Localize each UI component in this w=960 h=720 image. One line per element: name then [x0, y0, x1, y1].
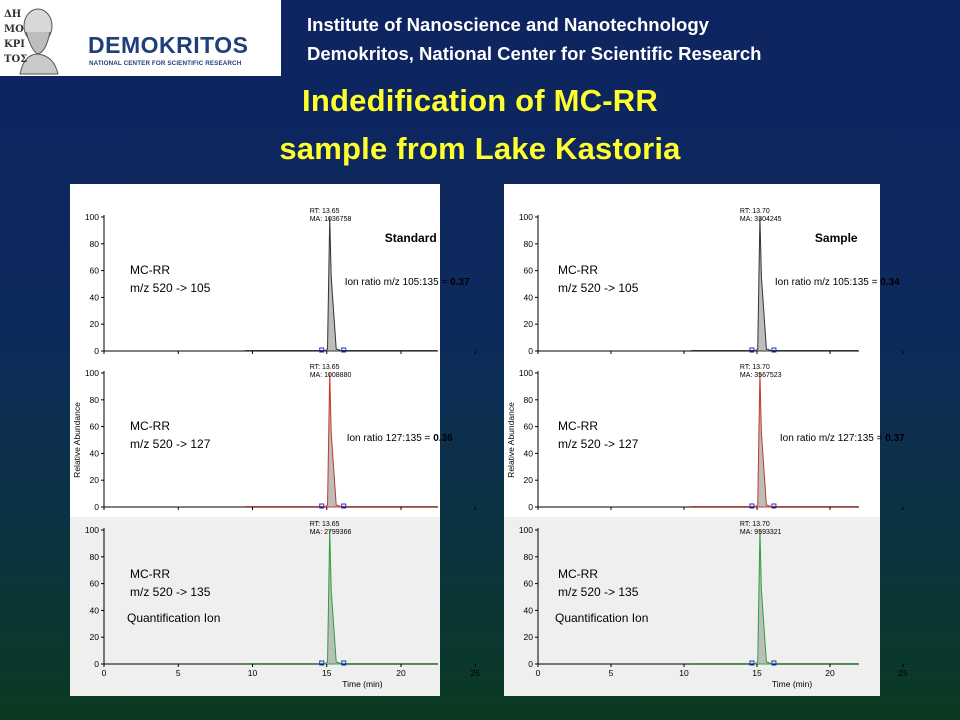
rt-label: RT: 13.65	[309, 208, 340, 215]
x-tick-label: 5	[175, 668, 181, 678]
transition-label: m/z 520 -> 135	[130, 585, 211, 599]
slide-title-line-1: Indedification of MC-RR	[302, 83, 658, 118]
y-tick-label: 60	[89, 578, 99, 589]
x-tick-label: 5	[608, 668, 614, 678]
y-tick-label: 80	[523, 238, 533, 249]
y-tick-label: 100	[518, 368, 533, 378]
x-tick-label: 0	[535, 668, 541, 678]
y-tick-label: 80	[89, 238, 99, 249]
ma-label: MA: 9593321	[739, 529, 782, 536]
transition-label: m/z 520 -> 105	[558, 281, 639, 295]
quantification-pane-background	[504, 517, 880, 696]
x-axis-title: Time (min)	[771, 679, 813, 689]
y-tick-label: 100	[84, 212, 99, 222]
compound-label: MC-RR	[130, 419, 170, 433]
y-tick-label: 20	[89, 632, 99, 643]
standard-chart-panel	[70, 184, 480, 696]
compound-label: MC-RR	[558, 263, 598, 277]
y-tick-label: 80	[523, 551, 533, 562]
y-tick-label: 60	[523, 421, 533, 432]
y-axis-title: Relative Abundance	[72, 402, 82, 478]
chromatogram-peak	[755, 217, 773, 351]
transition-label: m/z 520 -> 127	[558, 437, 639, 451]
ma-label: MA: 3567523	[739, 372, 782, 379]
rt-label: RT: 13.70	[739, 208, 770, 215]
bust-letters-3: ΚΡΙ	[4, 39, 25, 50]
chart-label: Sample	[814, 231, 858, 245]
quantification-ion-label: Quantification Ion	[127, 611, 221, 625]
y-tick-label: 60	[523, 265, 533, 276]
y-tick-label: 0	[528, 502, 533, 512]
x-tick-label: 15	[752, 668, 762, 678]
x-tick-label: 10	[679, 668, 689, 678]
ion-ratio-value: 0.37	[885, 433, 905, 444]
x-tick-label: 20	[396, 668, 406, 678]
y-tick-label: 80	[523, 394, 533, 405]
x-axis-title: Time (min)	[342, 679, 383, 689]
y-tick-label: 0	[94, 659, 99, 669]
ma-label: MA: 1036758	[309, 216, 352, 223]
trace-pane-3	[70, 517, 475, 696]
trace-pane-2	[85, 364, 475, 512]
compound-label: MC-RR	[130, 263, 170, 277]
quantification-ion-label: Quantification Ion	[555, 611, 649, 625]
y-tick-label: 40	[89, 605, 99, 616]
trace-pane-2	[519, 364, 905, 512]
compound-label: MC-RR	[130, 567, 170, 581]
logo-subtitle: NATIONAL CENTER FOR SCIENTIFIC RESEARCH	[89, 60, 242, 67]
y-tick-label: 80	[89, 394, 99, 405]
institute-line-2: Demokritos, National Center for Scientific Research	[307, 43, 762, 64]
bust-letters-2: ΜΟ	[4, 24, 24, 35]
x-tick-label: 10	[247, 668, 258, 678]
ion-ratio-label: Ion ratio m/z 127:135 = 0.37	[779, 433, 905, 444]
compound-label: MC-RR	[558, 567, 598, 581]
rt-label: RT: 13.65	[309, 364, 340, 371]
compound-label: MC-RR	[558, 419, 598, 433]
ma-label: MA: 3304245	[739, 216, 782, 223]
rt-label: RT: 13.70	[739, 521, 770, 528]
y-tick-label: 40	[523, 292, 533, 303]
y-tick-label: 100	[518, 525, 533, 535]
y-tick-label: 20	[89, 319, 99, 330]
x-tick-label: 0	[101, 668, 107, 678]
logo-name: DEMOKRITOS	[88, 32, 249, 58]
y-axis-title: Relative Abundance	[506, 402, 516, 478]
y-tick-label: 100	[84, 368, 99, 378]
y-tick-label: 100	[84, 525, 99, 535]
ion-ratio-value: 0.34	[880, 277, 900, 288]
sample-chromatogram	[504, 184, 908, 696]
ma-label: MA: 2799366	[309, 529, 352, 536]
ion-ratio-label: Ion ratio 127:135 = 0.36	[346, 433, 453, 444]
institute-line-1: Institute of Nanoscience and Nanotechnology	[307, 14, 709, 35]
y-tick-label: 0	[94, 346, 99, 356]
transition-label: m/z 520 -> 105	[130, 281, 211, 295]
ma-label: MA: 1008880	[309, 372, 352, 379]
y-tick-label: 0	[528, 659, 533, 669]
chromatogram-peak	[325, 373, 343, 507]
y-tick-label: 20	[89, 475, 99, 486]
transition-label: m/z 520 -> 127	[130, 437, 211, 451]
y-tick-label: 0	[94, 502, 99, 512]
y-tick-label: 60	[89, 421, 99, 432]
y-tick-label: 60	[89, 265, 99, 276]
sample-chart-panel	[504, 184, 908, 696]
y-tick-label: 100	[518, 212, 533, 222]
y-tick-label: 40	[523, 605, 533, 616]
trace-pane-1	[85, 208, 475, 356]
y-tick-label: 20	[523, 632, 533, 643]
ion-ratio-value: 0.37	[450, 277, 470, 288]
x-tick-label: 15	[322, 668, 332, 678]
x-tick-label: 25	[898, 668, 908, 678]
y-tick-label: 20	[523, 319, 533, 330]
trace-pane-1	[519, 208, 903, 356]
transition-label: m/z 520 -> 135	[558, 585, 639, 599]
bust-letters-4: ΤΟΣ	[4, 54, 28, 65]
y-tick-label: 60	[523, 578, 533, 589]
y-tick-label: 0	[528, 346, 533, 356]
y-tick-label: 40	[89, 292, 99, 303]
rt-label: RT: 13.70	[739, 364, 770, 371]
chromatogram-peak	[755, 373, 773, 507]
trace-pane-3	[504, 517, 903, 696]
y-tick-label: 20	[523, 475, 533, 486]
bust-letters-1: ΔΗ	[4, 9, 22, 20]
y-tick-label: 40	[89, 448, 99, 459]
standard-chromatogram	[70, 184, 480, 696]
ion-ratio-label: Ion ratio m/z 105:135 = 0.34	[774, 277, 900, 288]
x-tick-label: 20	[825, 668, 835, 678]
ion-ratio-value: 0.36	[433, 433, 453, 444]
democritus-bust-icon	[2, 2, 60, 74]
chart-label: Standard	[384, 231, 437, 245]
y-tick-label: 40	[523, 448, 533, 459]
slide-title-line-2: sample from Lake Kastoria	[279, 131, 681, 166]
x-tick-label: 25	[470, 668, 480, 678]
rt-label: RT: 13.65	[309, 521, 340, 528]
chromatogram-peak	[325, 217, 343, 351]
ion-ratio-label: Ion ratio m/z 105:135 = 0.37	[344, 277, 470, 288]
y-tick-label: 80	[89, 551, 99, 562]
demokritos-logo	[0, 0, 281, 76]
